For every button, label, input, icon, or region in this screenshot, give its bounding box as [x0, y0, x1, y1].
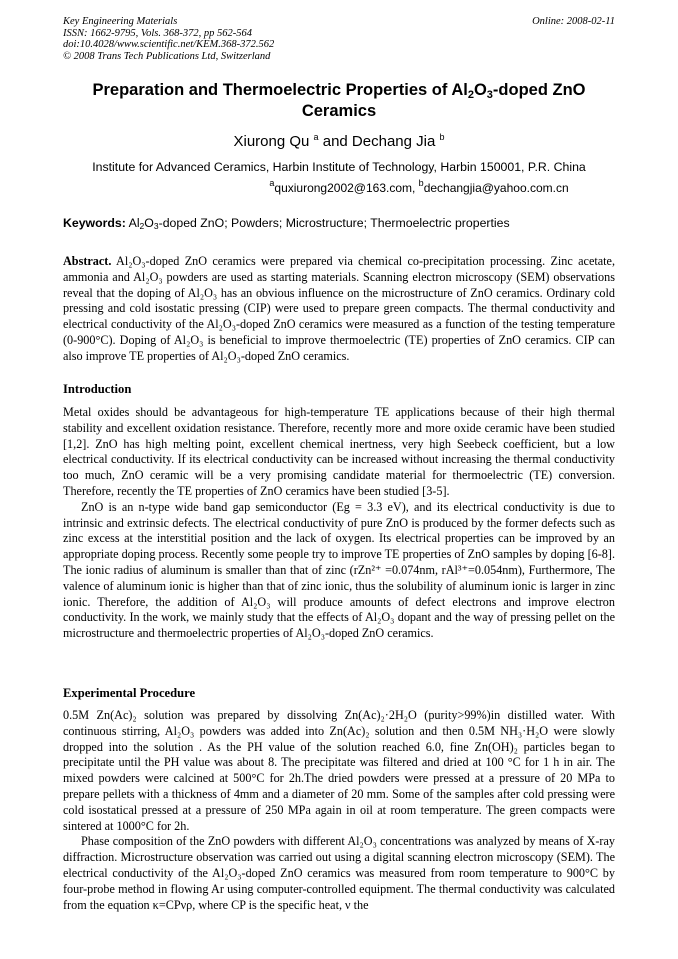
author-emails: $^a$quxiurong2002@163.com, $^b$dechangjia@yahoo.com.cn	[269, 178, 569, 195]
online-date: Online: 2008-02-11	[532, 16, 615, 27]
email-a[interactable]: quxiurong2002@163.com,	[274, 181, 419, 195]
paper-title: Preparation and Thermoelectric Properties of $Al_2O_3$-doped ZnO Ceramics	[92, 81, 586, 120]
abstract-text: Al₂O₃-doped ZnO ceramics were prepared via chemical co-precipitation processing. Zinc acetate, ammonia and Al₂O₃ powders are used as starting materials. Scanning electron microscopy (SEM) observations reveal that the doping of Al₂O₃ has an obvious influence on the microstructure of ZnO ceramics. Ordinary cold pressing and cold isostatic pressing (CIP) were used to prepare green compacts. The thermal conductivity and electrical conductivity of the Al₂O₃-doped ZnO ceramics were measured as a function of the testing temperature (0-900°C). Doping of Al₂O₃ is beneficial to improve thermoelectric (TE) properties of ZnO ceramics. CIP can also improve TE properties of Al₂O₃-doped ZnO ceramics.	[63, 254, 615, 363]
journal-name: Key Engineering Materials	[63, 16, 178, 27]
introduction-body	[63, 405, 615, 642]
email-b[interactable]: dechangjia@yahoo.com.cn	[423, 181, 569, 195]
paragraph: ZnO is an n-type wide band gap semiconductor (Eg = 3.3 eV), and its electrical conductivity is due to intrinsic and extrinsic defects. The electrical conductivity of pure ZnO is produced by the former defects such as zinc excess at the interstitial position and the lack of oxygen. Its electrical properties can be improved by an appropriate doping process. Recently some people try to improve TE properties of ZnO samples by doping [6-8]. The ionic radius of aluminum is smaller than that of zinc (rZn²⁺ =0.074nm, rAl³⁺=0.054nm), Furthermore, The valence of aluminum ionic is higher than that of zinc ionic, thus the solubility of aluminum ionic is larger in zinc ionic. Therefore, the addition of Al₂O₃ will produce amounts of defect electrons and improve electron conductivity. In the work, we mainly study that the effects of Al₂O₃ dopant and the way of pressing pellet on the microstructure and thermoelectric properties of Al₂O₃-doped ZnO ceramics.	[63, 499, 615, 641]
page-header	[63, 16, 615, 62]
issn-line: ISSN: 1662-9795, Vols. 368-372, pp 562-564	[63, 27, 252, 39]
experimental-body	[63, 708, 615, 913]
paragraph: Metal oxides should be advantageous for high-temperature TE applications because of their high thermal stability and excellent oxidation resistance. Therefore, recently more and more oxide ceramic have been studied [1,2]. ZnO has high melting point, excellent chemical inertness, very high Seebeck coefficient, but a low electrical conductivity. If its electrical conductivity can be increased without increasing the thermal conductivity too much, ZnO ceramic will be a very promising candidate material for thermoelectric (TE) conversion. Therefore, recently the TE properties of ZnO ceramics have been studied [3-5].	[63, 405, 615, 498]
abstract	[63, 254, 615, 365]
affiliation: Institute for Advanced Ceramics, Harbin Institute of Technology, Harbin 150001, P.R. China	[92, 160, 586, 174]
introduction-heading: Introduction	[63, 382, 132, 396]
paragraph: 0.5M Zn(Ac)₂ solution was prepared by dissolving Zn(Ac)₂·2H₂O (purity>99%)in distilled water. With continuous stirring, Al₂O₃ powders was added into Zn(Ac)₂ solution and then 0.5M NH₃·H₂O were slowly dropped into the solution . As the PH value of the solution reached 6.0, fine Zn(OH)₂ particles began to precipitate until the PH value was about 8. The precipitate was filtered and dried at 100 °C for 1 h in air. The mixed powders were calcined at 500°C for 2h.The dried powders were pressed at a pressure of 20 MPa to prepare pellets with a thickness of 4mm and a diameter of 20 mm. Some of the samples after cold pressing were cold isostatical pressed at a pressure of 250 MPa again in oil at room temperature. The green compacts were sintered at 1000°C for 2h.	[63, 708, 615, 833]
copyright-line: © 2008 Trans Tech Publications Ltd, Switzerland	[63, 50, 271, 62]
doi-line: doi:10.4028/www.scientific.net/KEM.368-372.562	[63, 39, 275, 50]
experimental-heading: Experimental Procedure	[63, 686, 196, 700]
paragraph: Phase composition of the ZnO powders with different Al₂O₃ concentrations was analyzed by means of X-ray diffraction. Microstructure observation was carried out using a digital scanning electron microscopy (SEM). The electrical conductivity of the Al₂O₃-doped ZnO ceramics was measured from room temperature to 900°C by four-probe method in flowing Ar using computer-controlled equipment. The thermal conductivity was calculated from the equation κ=CPνρ, where CP is the specific heat, ν the	[63, 834, 615, 912]
author-line: Xiurong Qu $^a$ and Dechang Jia $^b$	[233, 132, 445, 150]
keywords: Keywords: $Al_2O_3$-doped ZnO; Powders; Microstructure; Thermoelectric properties	[63, 216, 510, 231]
abstract-label: Abstract.	[63, 254, 112, 268]
